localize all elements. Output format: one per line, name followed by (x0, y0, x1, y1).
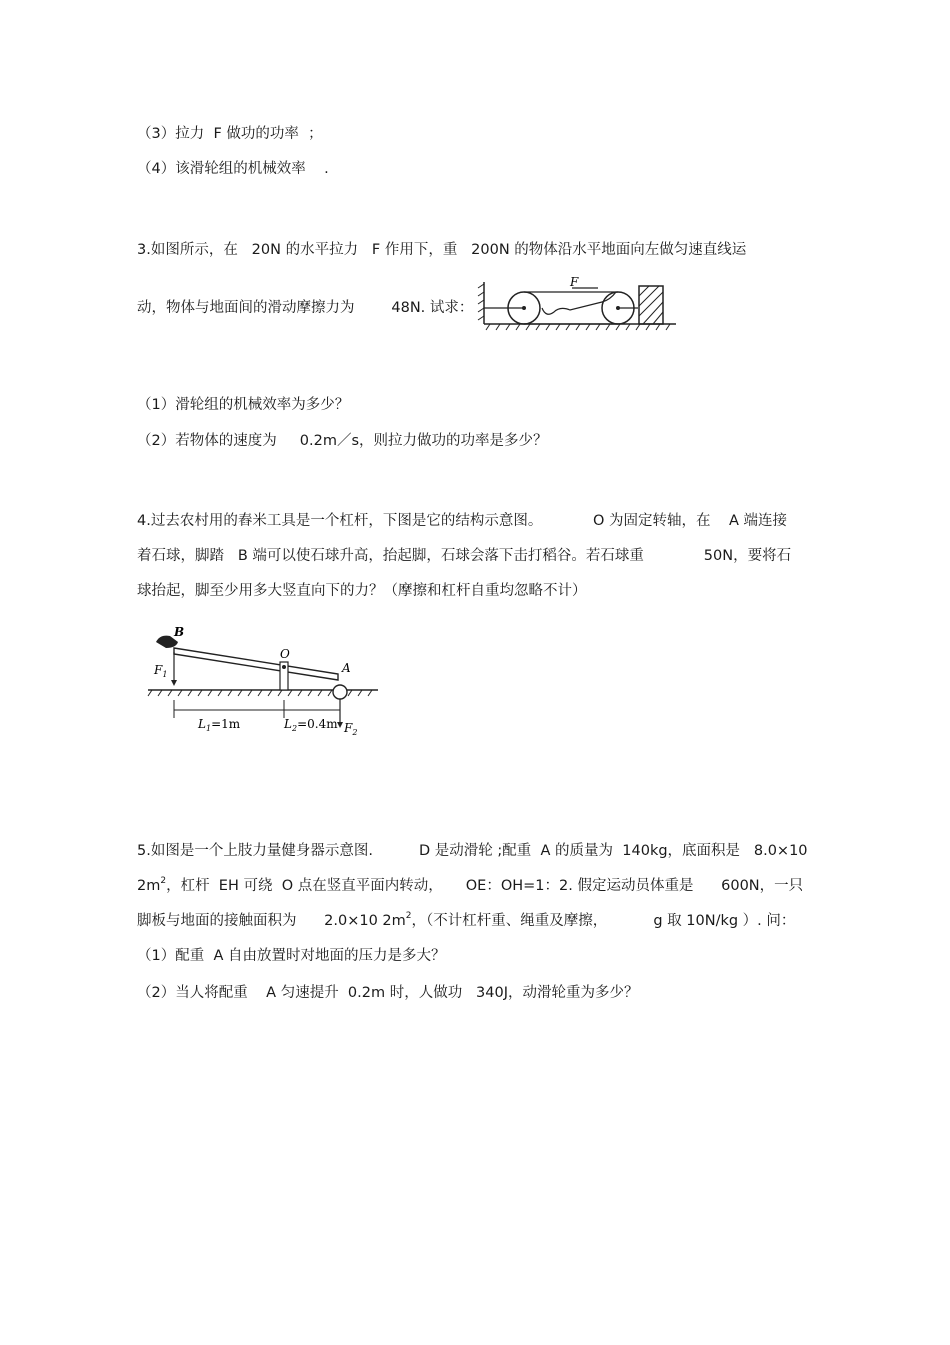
problem-5-text-line-2: $2m^2$，杠杆 EH 可绕 O 点在竖直平面内转动， OE：OH=1：2. 假定运动员体重是 600N，一只 (137, 876, 804, 894)
ground-hatching (486, 324, 670, 330)
problem-5-question-2: （2）当人将配重 A 匀速提升 0.2m 时，人做功 340J，动滑轮重为多少？ (137, 985, 639, 1001)
label-f1: $F_1$ (154, 663, 168, 679)
pivot-point (282, 665, 286, 669)
pulley-system-figure (476, 274, 686, 336)
lever-figure (146, 622, 386, 742)
problem-5-text-line-1: 5.如图是一个上肢力量健身器示意图. D 是动滑轮 ;配重 A 的质量为 140kg，底面积是 8.0×10 (137, 843, 808, 859)
prev-question-4: （4）该滑轮组的机械效率 . (137, 161, 329, 177)
force-f1-arrowhead (171, 680, 177, 686)
lever-beam (174, 648, 338, 680)
label-l2: $L_2=0.4m$ (284, 717, 338, 733)
problem-3-question-2: （2）若物体的速度为 0.2m／s，则拉力做功的功率是多少？ (137, 433, 548, 449)
problem-3-text-line-1: 3.如图所示，在 20N 的水平拉力 F 作用下，重 200N 的物体沿水平地面向左做匀速直线运 (137, 242, 747, 258)
block-hatching (639, 286, 663, 324)
label-o: O (280, 647, 290, 661)
problem-3-question-1: （1）滑轮组的机械效率为多少？ (137, 397, 350, 413)
problem-4-text-line-1: 4.过去农村用的舂米工具是一个杠杆，下图是它的结构示意图。 O 为固定转轴，在 A 端连接 (137, 513, 788, 529)
fixed-pulley-axle (522, 306, 526, 310)
label-l1: $L_1=1m$ (198, 717, 241, 733)
label-b: B (174, 625, 185, 639)
label-a: A (342, 661, 351, 675)
problem-4-text-line-3: 球抬起，脚至少用多大竖直向下的力？（摩擦和杠杆自重均忽略不计） (137, 583, 587, 599)
label-f2: $F_2$ (344, 721, 358, 737)
problem-5-text-line-3: 脚板与地面的接触面积为 2.0×10 $2m^2$，（不计杠杆重、绳重及摩擦， g 取 10N/kg ）. 问： (137, 911, 796, 929)
stone-ball (333, 685, 347, 699)
pull-rope (542, 292, 616, 314)
problem-5-question-1: （1）配重 A 自由放置时对地面的压力是多大？ (137, 948, 446, 964)
problem-3-text-line-2: 动，物体与地面间的滑动摩擦力为 48N. 试求： (137, 300, 474, 316)
force-f2-arrowhead (337, 722, 343, 728)
wall-hatching (478, 284, 484, 320)
problem-4-text-line-2: 着石球，脚踏 B 端可以使石球升高，抬起脚，石球会落下击打稻谷。若石球重 50N，要将石 (137, 548, 792, 564)
prev-question-3: （3）拉力 F 做功的功率 ； (137, 126, 323, 142)
force-label: F (570, 275, 579, 289)
